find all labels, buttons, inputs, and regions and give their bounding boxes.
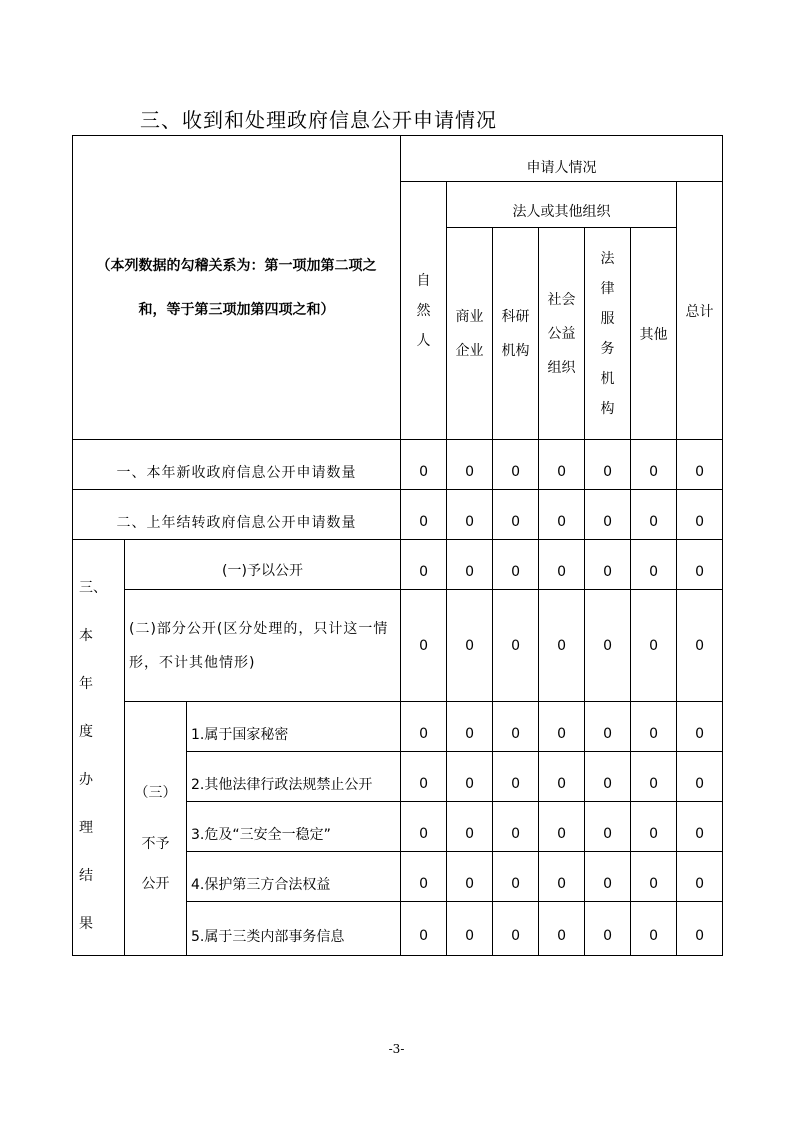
not-disclosed-label xyxy=(125,702,187,956)
cell-value: 0 xyxy=(401,802,447,852)
header-legal-entity: 法人或其他组织 xyxy=(447,182,677,228)
cell-value: 0 xyxy=(539,490,585,540)
cell-value: 0 xyxy=(631,702,677,752)
cell-value: 0 xyxy=(677,852,723,902)
page-number: -3- xyxy=(388,1042,405,1056)
table-row xyxy=(73,590,723,702)
row-label-state-secret: 1.属于国家秘密 xyxy=(187,702,401,752)
cell-value: 0 xyxy=(539,440,585,490)
cell-value: 0 xyxy=(539,540,585,590)
cell-value: 0 xyxy=(447,752,493,802)
cell-value: 0 xyxy=(447,540,493,590)
cell-value: 0 xyxy=(585,490,631,540)
cell-value: 0 xyxy=(493,752,539,802)
cell-value: 0 xyxy=(447,702,493,752)
cell-value: 0 xyxy=(493,702,539,752)
cell-value: 0 xyxy=(401,852,447,902)
header-commercial: 商业企业 xyxy=(447,228,493,440)
cell-value: 0 xyxy=(539,852,585,902)
cell-value: 0 xyxy=(677,802,723,852)
cell-value: 0 xyxy=(447,852,493,902)
cell-value: 0 xyxy=(539,802,585,852)
header-natural-person: 自然人 xyxy=(401,182,447,440)
cell-value: 0 xyxy=(631,852,677,902)
table-row xyxy=(73,702,723,752)
cell-value: 0 xyxy=(631,540,677,590)
header-legal-service: 法律服务机构 xyxy=(585,228,631,440)
cell-value: 0 xyxy=(401,702,447,752)
cell-value: 0 xyxy=(447,802,493,852)
cell-value: 0 xyxy=(677,702,723,752)
cell-value: 0 xyxy=(677,540,723,590)
cell-value: 0 xyxy=(401,902,447,956)
cell-value: 0 xyxy=(631,752,677,802)
cell-value: 0 xyxy=(493,802,539,852)
header-social-welfare: 社会公益组织 xyxy=(539,228,585,440)
cell-value: 0 xyxy=(585,540,631,590)
cell-value: 0 xyxy=(631,490,677,540)
cell-value: 0 xyxy=(493,440,539,490)
cell-value: 0 xyxy=(539,590,585,702)
table-row xyxy=(73,540,723,590)
cell-value: 0 xyxy=(493,490,539,540)
header-row-1 xyxy=(73,136,723,182)
cell-value: 0 xyxy=(631,802,677,852)
row-label-third-party: 4.保护第三方合法权益 xyxy=(187,852,401,902)
cell-value: 0 xyxy=(447,440,493,490)
header-research: 科研机构 xyxy=(493,228,539,440)
cell-value: 0 xyxy=(585,802,631,852)
cell-value: 0 xyxy=(585,590,631,702)
cell-value: 0 xyxy=(585,440,631,490)
not-disclosed-line-1: （三） xyxy=(134,785,177,801)
row-label-new-requests: 一、本年新收政府信息公开申请数量 xyxy=(73,440,401,490)
note-line-1: （本列数据的勾稽关系为：第一项加第二项之 xyxy=(96,257,377,274)
cell-value: 0 xyxy=(493,852,539,902)
cell-value: 0 xyxy=(401,490,447,540)
cell-value: 0 xyxy=(585,852,631,902)
row-label-law-prohibited: 2.其他法律行政法规禁止公开 xyxy=(187,752,401,802)
relation-note xyxy=(73,136,401,440)
header-total: 总计 xyxy=(677,182,723,440)
cell-value: 0 xyxy=(493,902,539,956)
row-label-disclosed: (一)予以公开 xyxy=(125,540,401,590)
cell-value: 0 xyxy=(631,902,677,956)
disclosure-request-table xyxy=(72,135,723,956)
row-label-partial: (二)部分公开(区分处理的，只计这一情形，不计其他情形) xyxy=(125,590,401,702)
row-label-internal-affairs: 5.属于三类内部事务信息 xyxy=(187,902,401,956)
cell-value: 0 xyxy=(677,752,723,802)
not-disclosed-line-3: 公开 xyxy=(141,876,170,892)
section-title: 三、收到和处理政府信息公开申请情况 xyxy=(140,108,497,132)
cell-value: 0 xyxy=(539,702,585,752)
cell-value: 0 xyxy=(631,440,677,490)
cell-value: 0 xyxy=(677,902,723,956)
cell-value: 0 xyxy=(585,752,631,802)
row-label-carried-over: 二、上年结转政府信息公开申请数量 xyxy=(73,490,401,540)
not-disclosed-line-2: 不予 xyxy=(141,836,170,852)
cell-value: 0 xyxy=(585,902,631,956)
cell-value: 0 xyxy=(447,902,493,956)
row-label-three-safety: 3.危及“三安全一稳定” xyxy=(187,802,401,852)
cell-value: 0 xyxy=(493,590,539,702)
cell-value: 0 xyxy=(401,590,447,702)
header-applicant: 申请人情况 xyxy=(401,136,723,182)
cell-value: 0 xyxy=(493,540,539,590)
cell-value: 0 xyxy=(677,490,723,540)
table-row xyxy=(73,440,723,490)
section3-label: 三、本年度办理结果 xyxy=(73,540,125,956)
note-line-2: 和，等于第三项加第四项之和） xyxy=(138,301,335,318)
cell-value: 0 xyxy=(401,540,447,590)
header-other: 其他 xyxy=(631,228,677,440)
cell-value: 0 xyxy=(677,440,723,490)
cell-value: 0 xyxy=(539,752,585,802)
cell-value: 0 xyxy=(677,590,723,702)
cell-value: 0 xyxy=(447,490,493,540)
cell-value: 0 xyxy=(539,902,585,956)
table-row xyxy=(73,490,723,540)
cell-value: 0 xyxy=(631,590,677,702)
cell-value: 0 xyxy=(401,440,447,490)
cell-value: 0 xyxy=(447,590,493,702)
cell-value: 0 xyxy=(401,752,447,802)
cell-value: 0 xyxy=(585,702,631,752)
